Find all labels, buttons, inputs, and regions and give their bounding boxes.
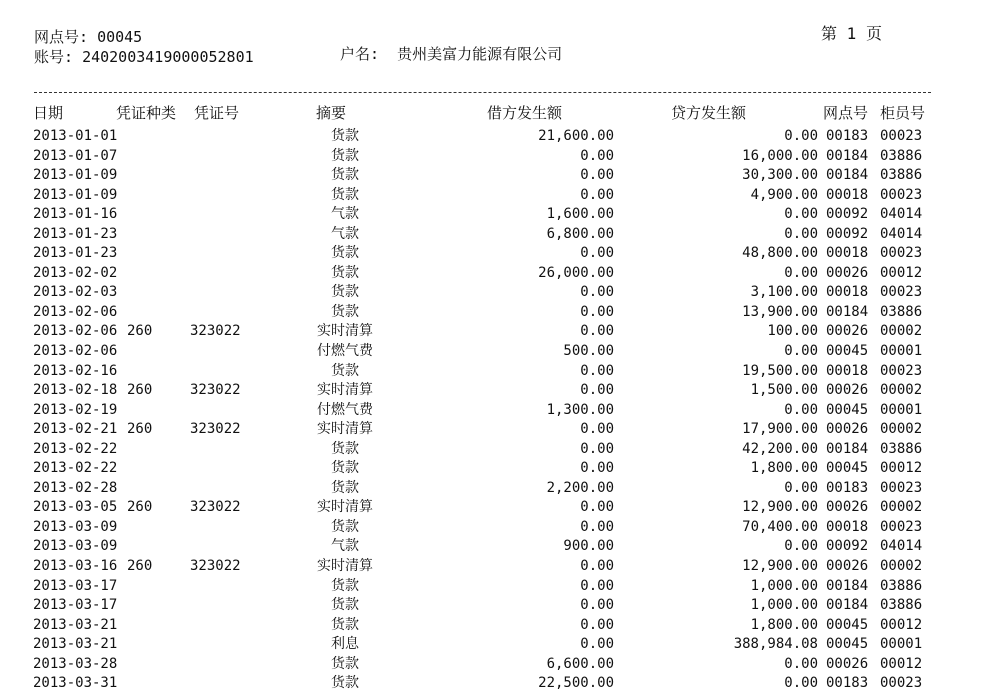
row-teller-number: 00002: [880, 323, 923, 340]
row-summary: 货款: [331, 577, 359, 594]
row-voucher-number: 323022: [190, 323, 241, 340]
table-row: [0, 283, 1008, 303]
row-debit-amount: 2,200.00: [546, 479, 614, 496]
row-teller-number: 00001: [880, 401, 923, 418]
page-number-label: [821, 21, 882, 44]
row-branch-number: 00183: [826, 128, 869, 144]
row-branch-number: 00045: [826, 460, 869, 477]
row-voucher-number: 323022: [190, 382, 241, 399]
dashed-divider: [34, 92, 931, 93]
row-summary: 货款: [331, 284, 359, 301]
row-voucher-number: 323022: [190, 558, 241, 575]
row-teller-number: 00012: [880, 655, 923, 672]
table-row: [0, 205, 1008, 225]
row-branch-number: 00026: [826, 382, 869, 399]
row-date: 2013-02-06: [33, 343, 118, 360]
row-date: 2013-02-19: [33, 401, 118, 418]
row-summary: 货款: [331, 597, 359, 614]
row-teller-number: 00002: [880, 421, 923, 438]
table-row: [0, 186, 1008, 206]
row-credit-amount: 1,000.00: [750, 597, 818, 614]
row-debit-amount: 6,800.00: [546, 225, 614, 242]
row-teller-number: 00023: [880, 284, 923, 301]
header-credit-amount: 贷方发生额: [671, 104, 747, 122]
row-teller-number: 03886: [880, 597, 923, 614]
row-summary: 实时清算: [317, 382, 373, 399]
table-row: [0, 596, 1008, 616]
row-branch-number: 00184: [826, 440, 869, 457]
row-date: 2013-01-01: [33, 128, 118, 144]
row-branch-number: 00026: [826, 499, 869, 516]
row-credit-amount: 17,900.00: [742, 421, 818, 438]
row-debit-amount: 0.00: [580, 245, 614, 262]
page-number: 1: [846, 24, 857, 43]
row-date: 2013-02-28: [33, 479, 118, 496]
row-date: 2013-01-07: [33, 147, 118, 164]
row-summary: 货款: [331, 479, 359, 496]
row-debit-amount: 0.00: [580, 167, 614, 184]
row-summary: 货款: [331, 362, 359, 379]
row-credit-amount: 16,000.00: [742, 147, 818, 164]
row-branch-number: 00026: [826, 558, 869, 575]
table-row: [0, 459, 1008, 479]
row-credit-amount: 0.00: [784, 655, 818, 672]
row-debit-amount: 1,300.00: [546, 401, 614, 418]
row-credit-amount: 0.00: [784, 479, 818, 496]
row-date: 2013-02-06: [33, 303, 118, 320]
account-number: 2402003419000052801: [82, 48, 254, 66]
row-debit-amount: 0.00: [580, 558, 614, 575]
row-credit-amount: 1,000.00: [750, 577, 818, 594]
row-debit-amount: 0.00: [580, 577, 614, 594]
row-voucher-type: 260: [127, 323, 153, 340]
header-debit-amount: 借方发生额: [487, 104, 563, 122]
row-debit-amount: 0.00: [580, 636, 614, 653]
row-teller-number: 03886: [880, 147, 923, 164]
transaction-list: [0, 127, 1008, 694]
row-summary: 气款: [331, 538, 359, 555]
row-debit-amount: 0.00: [580, 616, 614, 633]
row-date: 2013-02-02: [33, 264, 118, 281]
row-branch-number: 00018: [826, 245, 869, 262]
header-branch-number: 网点号: [823, 104, 869, 122]
row-date: 2013-03-31: [33, 675, 118, 692]
row-branch-number: 00018: [826, 284, 869, 301]
row-branch-number: 00045: [826, 401, 869, 418]
table-row: [0, 264, 1008, 284]
row-voucher-number: 323022: [190, 421, 241, 438]
row-credit-amount: 12,900.00: [742, 558, 818, 575]
row-debit-amount: 6,600.00: [546, 655, 614, 672]
header-voucher-number: 凭证号: [194, 104, 240, 122]
row-voucher-type: 260: [127, 382, 153, 399]
table-row: [0, 616, 1008, 636]
row-credit-amount: 30,300.00: [742, 167, 818, 184]
header-summary: 摘要: [316, 104, 347, 122]
row-debit-amount: 0.00: [580, 460, 614, 477]
row-teller-number: 00023: [880, 128, 923, 144]
row-branch-number: 00045: [826, 636, 869, 653]
row-debit-amount: 0.00: [580, 362, 614, 379]
account-line: [34, 46, 254, 67]
table-row: [0, 674, 1008, 694]
table-row: [0, 401, 1008, 421]
row-summary: 气款: [331, 206, 359, 223]
table-row: [0, 440, 1008, 460]
row-branch-number: 00092: [826, 206, 869, 223]
row-debit-amount: 1,600.00: [546, 206, 614, 223]
table-row: [0, 537, 1008, 557]
row-teller-number: 00002: [880, 558, 923, 575]
row-date: 2013-02-06: [33, 323, 118, 340]
row-date: 2013-03-17: [33, 597, 118, 614]
row-debit-amount: 0.00: [580, 147, 614, 164]
table-row: [0, 518, 1008, 538]
row-date: 2013-03-17: [33, 577, 118, 594]
row-date: 2013-02-03: [33, 284, 118, 301]
row-debit-amount: 0.00: [580, 499, 614, 516]
table-header: [0, 102, 1008, 122]
row-date: 2013-01-16: [33, 206, 118, 223]
account-name: 贵州美富力能源有限公司: [397, 45, 563, 63]
row-summary: 货款: [331, 440, 359, 457]
row-branch-number: 00184: [826, 303, 869, 320]
row-date: 2013-03-16: [33, 558, 118, 575]
row-teller-number: 00012: [880, 616, 923, 633]
row-credit-amount: 0.00: [784, 538, 818, 555]
table-row: [0, 420, 1008, 440]
row-teller-number: 00012: [880, 460, 923, 477]
row-credit-amount: 0.00: [784, 343, 818, 360]
row-debit-amount: 0.00: [580, 421, 614, 438]
row-branch-number: 00045: [826, 616, 869, 633]
row-debit-amount: 500.00: [563, 343, 614, 360]
row-branch-number: 00026: [826, 323, 869, 340]
row-credit-amount: 70,400.00: [742, 518, 818, 535]
row-branch-number: 00183: [826, 675, 869, 692]
row-summary: 货款: [331, 518, 359, 535]
row-teller-number: 03886: [880, 577, 923, 594]
row-date: 2013-02-22: [33, 440, 118, 457]
row-debit-amount: 0.00: [580, 382, 614, 399]
row-debit-amount: 21,600.00: [538, 128, 614, 144]
row-credit-amount: 0.00: [784, 401, 818, 418]
row-credit-amount: 19,500.00: [742, 362, 818, 379]
row-debit-amount: 0.00: [580, 323, 614, 340]
row-summary: 货款: [331, 655, 359, 672]
row-date: 2013-02-22: [33, 460, 118, 477]
row-date: 2013-02-21: [33, 421, 118, 438]
table-row: [0, 557, 1008, 577]
row-teller-number: 00023: [880, 518, 923, 535]
row-voucher-type: 260: [127, 421, 153, 438]
row-credit-amount: 1,800.00: [750, 616, 818, 633]
row-branch-number: 00026: [826, 264, 869, 281]
row-teller-number: 00002: [880, 382, 923, 399]
row-credit-amount: 0.00: [784, 225, 818, 242]
page-suffix: 页: [865, 24, 882, 43]
row-teller-number: 00001: [880, 343, 923, 360]
branch-line: [34, 26, 142, 47]
row-branch-number: 00026: [826, 655, 869, 672]
row-teller-number: 04014: [880, 206, 923, 223]
header-date: 日期: [33, 104, 64, 122]
branch-number: 00045: [97, 28, 143, 46]
row-voucher-type: 260: [127, 558, 153, 575]
table-row: [0, 577, 1008, 597]
row-teller-number: 00012: [880, 264, 923, 281]
row-voucher-number: 323022: [190, 499, 241, 516]
branch-label: 网点号:: [34, 28, 89, 46]
table-row: [0, 635, 1008, 655]
row-date: 2013-03-09: [33, 518, 118, 535]
row-branch-number: 00184: [826, 577, 869, 594]
row-debit-amount: 26,000.00: [538, 264, 614, 281]
row-date: 2013-03-21: [33, 636, 118, 653]
row-summary: 货款: [331, 245, 359, 262]
row-branch-number: 00184: [826, 147, 869, 164]
row-credit-amount: 1,500.00: [750, 382, 818, 399]
row-date: 2013-02-18: [33, 382, 118, 399]
table-row: [0, 225, 1008, 245]
row-teller-number: 04014: [880, 538, 923, 555]
table-row: [0, 381, 1008, 401]
row-teller-number: 04014: [880, 225, 923, 242]
table-row: [0, 479, 1008, 499]
table-row: [0, 342, 1008, 362]
row-branch-number: 00184: [826, 167, 869, 184]
row-credit-amount: 0.00: [784, 128, 818, 144]
row-summary: 付燃气费: [317, 343, 373, 360]
page-prefix: 第: [821, 24, 838, 43]
row-teller-number: 00023: [880, 479, 923, 496]
row-debit-amount: 0.00: [580, 303, 614, 320]
row-debit-amount: 0.00: [580, 597, 614, 614]
row-branch-number: 00018: [826, 518, 869, 535]
row-branch-number: 00026: [826, 421, 869, 438]
row-debit-amount: 0.00: [580, 186, 614, 203]
row-summary: 货款: [331, 186, 359, 203]
table-row: [0, 244, 1008, 264]
row-summary: 实时清算: [317, 421, 373, 438]
row-debit-amount: 0.00: [580, 284, 614, 301]
row-date: 2013-01-09: [33, 167, 118, 184]
row-branch-number: 00092: [826, 538, 869, 555]
account-label: 账号:: [34, 48, 74, 66]
row-credit-amount: 3,100.00: [750, 284, 818, 301]
row-credit-amount: 48,800.00: [742, 245, 818, 262]
row-teller-number: 03886: [880, 440, 923, 457]
row-branch-number: 00018: [826, 362, 869, 379]
row-teller-number: 00001: [880, 636, 923, 653]
row-summary: 气款: [331, 225, 359, 242]
row-summary: 货款: [331, 147, 359, 164]
row-debit-amount: 0.00: [580, 518, 614, 535]
row-teller-number: 03886: [880, 167, 923, 184]
row-date: 2013-02-16: [33, 362, 118, 379]
row-credit-amount: 0.00: [784, 264, 818, 281]
table-row: [0, 303, 1008, 323]
account-name-label: 户名:: [340, 45, 380, 63]
row-credit-amount: 12,900.00: [742, 499, 818, 516]
row-date: 2013-01-23: [33, 225, 118, 242]
row-summary: 货款: [331, 675, 359, 692]
row-branch-number: 00045: [826, 343, 869, 360]
table-row: [0, 322, 1008, 342]
row-credit-amount: 100.00: [767, 323, 818, 340]
row-credit-amount: 388,984.08: [733, 636, 818, 653]
row-teller-number: 00023: [880, 362, 923, 379]
table-row: [0, 127, 1008, 147]
row-credit-amount: 42,200.00: [742, 440, 818, 457]
row-date: 2013-01-23: [33, 245, 118, 262]
row-credit-amount: 0.00: [784, 206, 818, 223]
row-debit-amount: 900.00: [563, 538, 614, 555]
row-branch-number: 00018: [826, 186, 869, 203]
row-summary: 货款: [331, 460, 359, 477]
table-row: [0, 166, 1008, 186]
row-summary: 货款: [331, 616, 359, 633]
table-row: [0, 362, 1008, 382]
row-date: 2013-01-09: [33, 186, 118, 203]
row-summary: 付燃气费: [317, 401, 373, 418]
row-teller-number: 00023: [880, 245, 923, 262]
row-debit-amount: 0.00: [580, 440, 614, 457]
row-branch-number: 00183: [826, 479, 869, 496]
header-teller-number: 柜员号: [880, 104, 926, 122]
row-summary: 实时清算: [317, 323, 373, 340]
row-date: 2013-03-28: [33, 655, 118, 672]
row-summary: 货款: [331, 303, 359, 320]
account-name-line: [340, 43, 562, 64]
row-debit-amount: 22,500.00: [538, 675, 614, 692]
row-teller-number: 00002: [880, 499, 923, 516]
row-credit-amount: 13,900.00: [742, 303, 818, 320]
row-summary: 实时清算: [317, 558, 373, 575]
table-row: [0, 147, 1008, 167]
row-credit-amount: 0.00: [784, 675, 818, 692]
row-summary: 货款: [331, 264, 359, 281]
row-summary: 实时清算: [317, 499, 373, 516]
row-branch-number: 00092: [826, 225, 869, 242]
row-credit-amount: 4,900.00: [750, 186, 818, 203]
row-summary: 货款: [331, 167, 359, 184]
row-date: 2013-03-09: [33, 538, 118, 555]
row-branch-number: 00184: [826, 597, 869, 614]
row-credit-amount: 1,800.00: [750, 460, 818, 477]
header-voucher-type: 凭证种类: [116, 104, 177, 122]
row-summary: 利息: [331, 636, 359, 653]
row-voucher-type: 260: [127, 499, 153, 516]
row-date: 2013-03-05: [33, 499, 118, 516]
table-row: [0, 498, 1008, 518]
row-date: 2013-03-21: [33, 616, 118, 633]
row-teller-number: 03886: [880, 303, 923, 320]
row-teller-number: 00023: [880, 186, 923, 203]
table-row: [0, 655, 1008, 675]
row-teller-number: 00023: [880, 675, 923, 692]
row-summary: 货款: [331, 128, 359, 144]
